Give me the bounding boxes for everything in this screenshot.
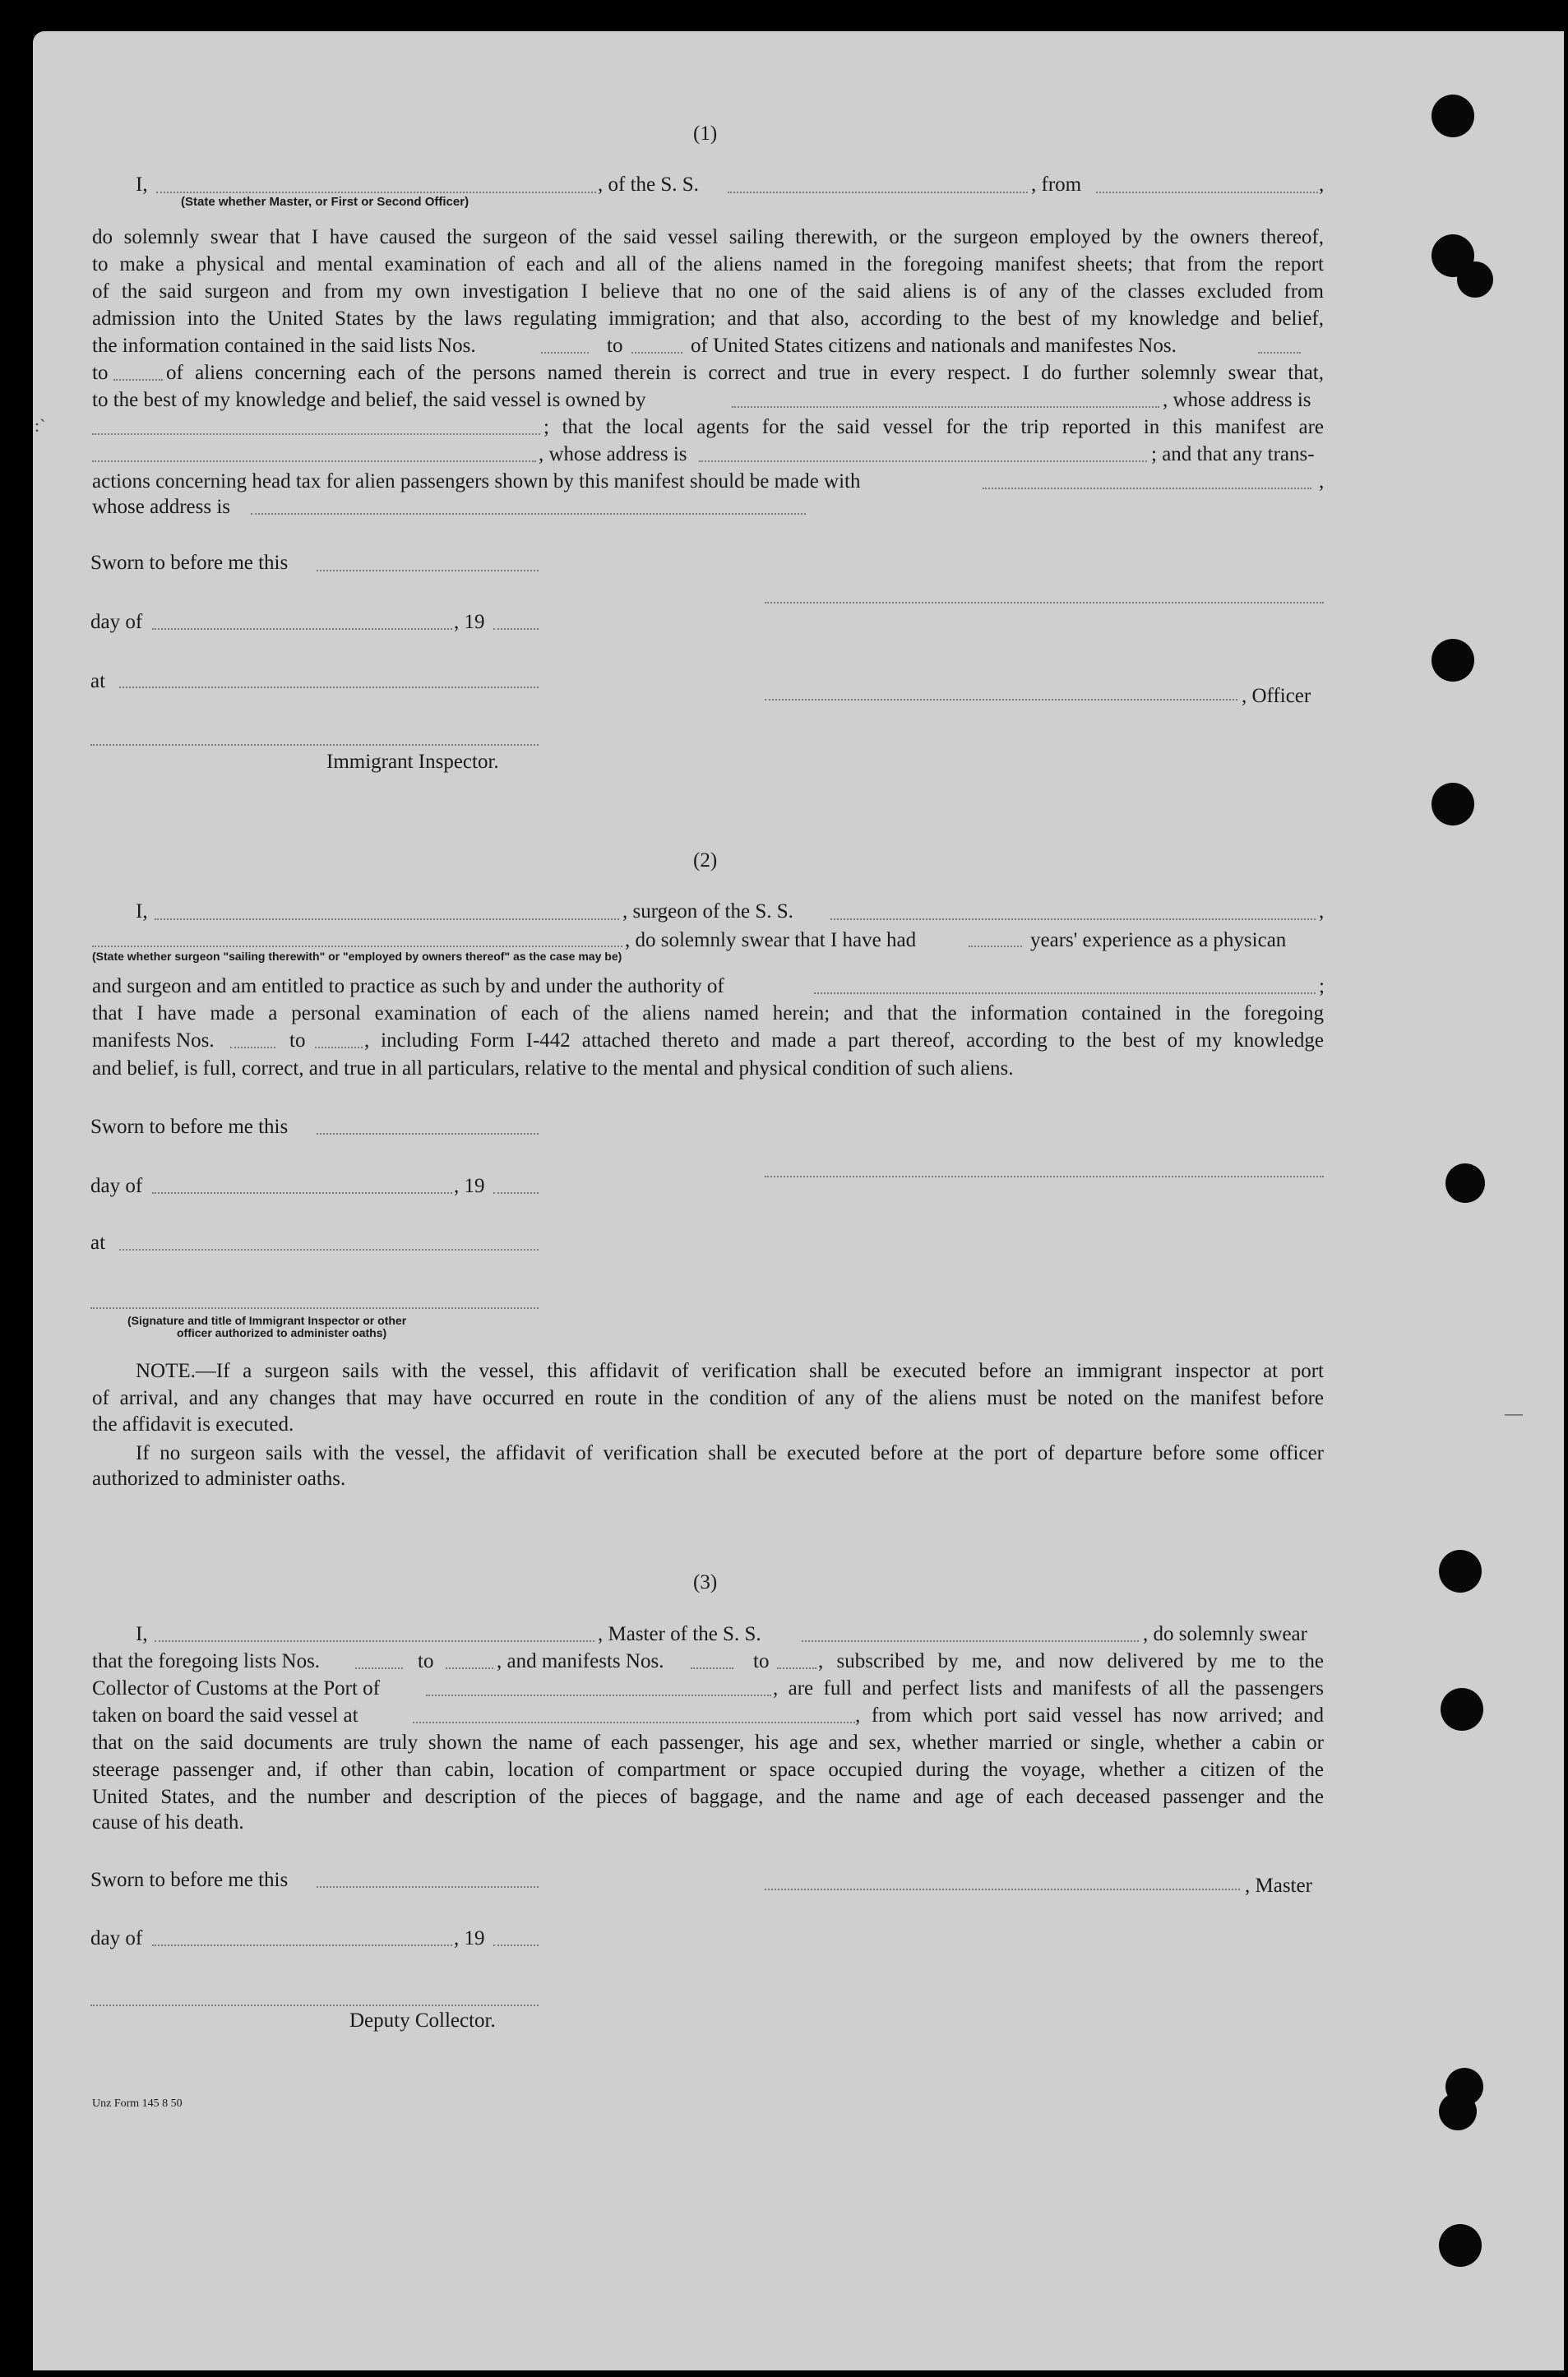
s2-line: that I have made a personal examination of each of the aliens named herein; and that the information contained in the foregoing <box>92 1002 1324 1024</box>
s3-l4a: taken on board the said vessel at <box>92 1704 358 1727</box>
s1-l10a: actions concerning head tax for alien passengers shown by this manifest should be made with <box>92 470 861 493</box>
s2-l3a: and surgeon and am entitled to practice as such by and under the authority of <box>92 975 724 997</box>
s2-l5b: to <box>289 1029 306 1052</box>
s3-collector: Deputy Collector. <box>349 2009 496 2032</box>
s1-sworn: Sworn to before me this <box>90 552 289 574</box>
s3-l2b: to <box>418 1650 434 1672</box>
s1-comma: , <box>1319 173 1325 196</box>
s3-manifests-from-field[interactable] <box>691 1667 733 1669</box>
section2-number: (2) <box>693 849 718 872</box>
s2-i: I, <box>136 900 148 923</box>
note2-end: authorized to administer oaths. <box>92 1468 346 1490</box>
s3-swear: , do solemnly swear <box>1143 1623 1307 1645</box>
s1-sworn-day-field[interactable] <box>317 570 539 571</box>
s2-l2b: years' experience as a physican <box>1030 929 1287 951</box>
s3-year-field[interactable] <box>493 1945 539 1946</box>
s2-day-of: day of <box>90 1175 143 1197</box>
s3-i: I, <box>136 1623 148 1645</box>
owner-address-field[interactable] <box>92 433 540 435</box>
s1-l5b: to <box>607 335 623 357</box>
surgeon-name-field[interactable] <box>155 918 619 920</box>
s3-master: , Master of the S. S. <box>598 1623 761 1645</box>
s2-sworn: Sworn to before me this <box>90 1116 289 1138</box>
s3-vessel-field[interactable] <box>802 1640 1139 1642</box>
s3-master-label: , Master <box>1245 1875 1312 1897</box>
s3-day-of: day of <box>90 1927 143 1949</box>
punch-hole <box>1432 95 1474 137</box>
vessel-name-field[interactable] <box>728 192 1028 193</box>
s1-of-ss: , of the S. S. <box>598 173 699 196</box>
s2-signature-field[interactable] <box>765 1176 1324 1177</box>
punch-hole <box>1432 783 1474 825</box>
s3-master-name-field[interactable] <box>155 1640 594 1642</box>
s2-surgeon: , surgeon of the S. S. <box>622 900 793 923</box>
lists-from-field[interactable] <box>541 352 589 354</box>
s3-lists-to-field[interactable] <box>446 1667 493 1669</box>
s2-month-field[interactable] <box>152 1192 452 1194</box>
s1-hint: (State whether Master, or First or Second Officer) <box>181 195 469 209</box>
years-field[interactable] <box>969 946 1022 947</box>
edge-mark: — <box>1505 1403 1523 1423</box>
owner-field[interactable] <box>732 406 1159 408</box>
edge-mark: :` <box>35 415 46 436</box>
punch-hole <box>1439 1550 1482 1593</box>
s2-l5a: manifests Nos. <box>92 1029 215 1052</box>
punch-hole <box>1457 261 1493 298</box>
s3-l2a: that the foregoing lists Nos. <box>92 1650 321 1672</box>
s1-l8a: ; that the local agents for the said vessel for the trip reported in this manifest are <box>543 416 1324 438</box>
s3-sworn-day-field[interactable] <box>317 1886 539 1888</box>
master-name-field[interactable] <box>156 192 596 193</box>
s1-l10b: , <box>1319 470 1325 493</box>
s2-l6: and belief, is full, correct, and true in all particulars, relative to the mental and physical condition of such aliens. <box>92 1057 1014 1080</box>
note-end: the affidavit is executed. <box>92 1413 294 1436</box>
s1-l7b: , whose address is <box>1163 389 1311 411</box>
s3-manifests-to-field[interactable] <box>777 1667 816 1669</box>
authority-field[interactable] <box>814 992 1316 994</box>
head-tax-address-field[interactable] <box>251 513 806 515</box>
s2-l2a: , do solemnly swear that I have had <box>625 929 917 951</box>
s2-manifests-to-field[interactable] <box>315 1047 363 1048</box>
s3-l2e: , subscribed by me, and now delivered by me to the <box>818 1650 1324 1672</box>
s3-l3b: , are full and perfect lists and manifests of all the passengers <box>773 1677 1324 1700</box>
s2-sworn-day-field[interactable] <box>317 1133 539 1135</box>
s2-hint: (State whether surgeon "sailing therewith" or "employed by owners thereof" as the case may be) <box>92 950 622 963</box>
port-field[interactable] <box>426 1695 771 1696</box>
s3-month-field[interactable] <box>152 1945 452 1946</box>
s1-month-field[interactable] <box>152 628 452 630</box>
s1-year: , 19 <box>454 611 485 633</box>
s3-line: that on the said documents are truly shown the name of each passenger, his age and sex, whether married or single, whether a cabin or <box>92 1732 1324 1754</box>
punch-hole <box>1439 2093 1477 2130</box>
s1-l6b: of aliens concerning each of the persons named therein is correct and true in every respect. I do further solemnly swear that, <box>166 362 1324 384</box>
s1-l5c: of United States citizens and nationals and manifestes Nos. <box>691 335 1177 357</box>
s1-l7a: to the best of my knowledge and belief, the said vessel is owned by <box>92 389 646 411</box>
manifests-from-field[interactable] <box>1258 352 1301 354</box>
punch-hole <box>1441 1688 1483 1731</box>
s3-l4b: , from which port said vessel has now arrived; and <box>855 1704 1324 1727</box>
s1-at: at <box>90 670 106 692</box>
s1-line: of the said surgeon and from my own investigation I believe that no one of the said aliens is of any of the classes excluded from <box>92 280 1324 303</box>
s1-inspector: Immigrant Inspector. <box>326 751 499 773</box>
boarding-port-field[interactable] <box>413 1722 855 1723</box>
s3-l2d: to <box>753 1650 770 1672</box>
lists-to-field[interactable] <box>631 352 682 354</box>
form-id: Unz Form 145 8 50 <box>92 2097 183 2110</box>
s1-place-field[interactable] <box>119 687 539 688</box>
s3-lists-from-field[interactable] <box>355 1667 403 1669</box>
from-port-field[interactable] <box>1096 192 1318 193</box>
s3-last: cause of his death. <box>92 1811 244 1834</box>
surgeon-status-field[interactable] <box>92 946 622 947</box>
s1-from: , from <box>1031 173 1082 196</box>
note-line-1: NOTE.—If a surgeon sails with the vessel, this affidavit of verification shall be executed before an immigrant inspector at port <box>136 1360 1324 1382</box>
s2-sig-hint-2: officer authorized to administer oaths) <box>177 1326 387 1339</box>
punch-hole <box>1439 2224 1482 2267</box>
s3-sworn: Sworn to before me this <box>90 1869 289 1891</box>
agents-field[interactable] <box>92 460 536 462</box>
s3-year: , 19 <box>454 1927 485 1949</box>
s2-l5c: , including Form I-442 attached thereto and made a part thereof, according to the best of my knowledge <box>364 1029 1324 1052</box>
s1-year-field[interactable] <box>493 628 539 630</box>
s1-day-of: day of <box>90 611 143 633</box>
note-line-2: of arrival, and any changes that may have occurred en route in the condition of any of the aliens must be noted on the manifest before <box>92 1387 1324 1409</box>
s2-year: , 19 <box>454 1175 485 1197</box>
s2-l3b: ; <box>1319 975 1325 997</box>
s1-officer: , Officer <box>1242 685 1311 707</box>
s2-year-field[interactable] <box>493 1192 539 1194</box>
s2-inspector-field[interactable] <box>90 1307 539 1309</box>
s1-signature-field[interactable] <box>765 602 1324 603</box>
s2-comma: , <box>1319 900 1325 923</box>
s2-place-field[interactable] <box>119 1249 539 1251</box>
s1-line: admission into the United States by the laws regulating immigration; and that also, according to the best of my knowledge and belief, <box>92 308 1324 330</box>
s3-line: steerage passenger and, if other than cabin, location of compartment or space occupied during the voyage, whether a citizen of the <box>92 1759 1324 1781</box>
s3-master-signature-field[interactable] <box>765 1889 1240 1890</box>
s3-line: United States, and the number and description of the pieces of baggage, and the name and age of each deceased passenger and the <box>92 1786 1324 1808</box>
s1-i: I, <box>136 173 148 196</box>
s3-l3a: Collector of Customs at the Port of <box>92 1677 380 1700</box>
note2-line: If no surgeon sails with the vessel, the affidavit of verification shall be executed before at the port of departure before some officer <box>136 1442 1324 1464</box>
punch-hole <box>1445 1163 1485 1203</box>
manifests-to-field[interactable] <box>113 379 163 381</box>
s1-inspector-field[interactable] <box>90 744 539 746</box>
punch-hole <box>1432 639 1474 682</box>
s1-l5a: the information contained in the said lists Nos. <box>92 335 476 357</box>
s1-line: to make a physical and mental examination of each and all of the aliens named in the foregoing manifest sheets; that from the report <box>92 253 1324 275</box>
agents-address-field[interactable] <box>699 460 1147 462</box>
s1-l9a: , whose address is <box>539 443 687 465</box>
s2-manifests-from-field[interactable] <box>230 1047 275 1048</box>
s2-at: at <box>90 1232 106 1254</box>
s3-collector-field[interactable] <box>90 2005 539 2006</box>
s1-l11a: whose address is <box>92 496 231 518</box>
section3-number: (3) <box>693 1571 718 1593</box>
s1-l9b: ; and that any trans- <box>1151 443 1315 465</box>
s2-vessel-field[interactable] <box>830 918 1316 920</box>
section1-number: (1) <box>693 123 718 145</box>
s1-officer-field[interactable] <box>765 699 1237 701</box>
s1-l6a: to <box>92 362 109 384</box>
head-tax-field[interactable] <box>983 488 1311 489</box>
s1-line: do solemnly swear that I have caused the surgeon of the said vessel sailing therewith, or the surgeon employed by the owners thereof, <box>92 226 1324 248</box>
s3-l2c: , and manifests Nos. <box>497 1650 664 1672</box>
s2-sig-hint-1: (Signature and title of Immigrant Inspector or other <box>127 1314 407 1327</box>
